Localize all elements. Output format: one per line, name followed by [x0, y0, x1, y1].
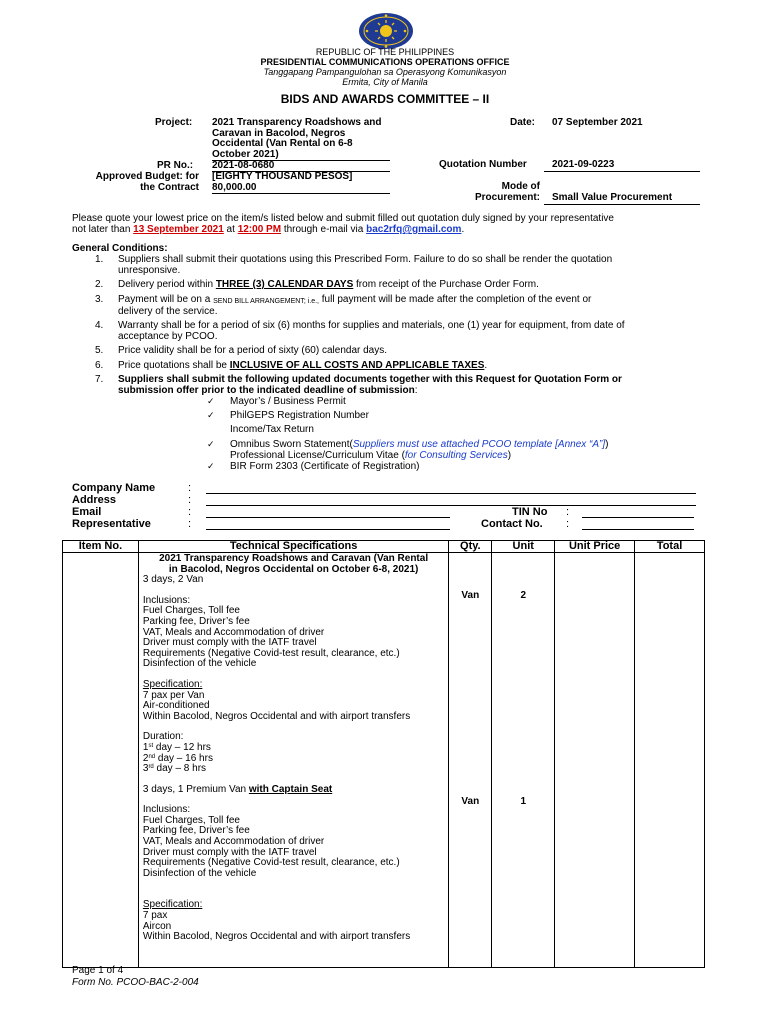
inclusion-item: Parking fee, Driver’s fee	[142, 615, 250, 627]
representative-label: Representative	[72, 518, 151, 530]
condition-7-colon: :	[414, 384, 418, 396]
intro-line-1: Please quote your lowest price on the item/s listed below and submit filled out quotation duly signed by your representative	[72, 213, 614, 224]
inclusions-label: Inclusions:	[142, 804, 191, 816]
duration-day: 3	[142, 763, 149, 775]
column-header: Unit	[492, 541, 555, 553]
item2-desc: 3 days, 1 Premium Van	[142, 783, 249, 795]
deadline-date: 13 September 2021	[133, 224, 224, 235]
budget-words: [EIGHTY THOUSAND PESOS]	[212, 171, 353, 182]
table-header-row	[63, 541, 705, 553]
tin-label: TIN No	[512, 506, 548, 518]
project-line: 2021 Transparency Roadshows and	[212, 117, 382, 128]
company-name-field[interactable]	[206, 493, 696, 494]
budget-label-2: the Contract	[140, 181, 199, 193]
duration-day: 1	[142, 741, 149, 753]
condition-3-cont: full payment will be made after the completion of the event or	[321, 294, 592, 305]
condition-number: 5.	[95, 345, 104, 356]
inclusions-label: Inclusions:	[142, 594, 191, 606]
unit-price-cell[interactable]	[555, 553, 635, 968]
tin-field[interactable]	[582, 517, 694, 518]
inclusion-item: Disinfection of the vehicle	[142, 867, 257, 879]
mode-label: Mode of	[501, 181, 540, 192]
condition-number: 6.	[95, 360, 104, 371]
condition-3: Payment will be on a	[118, 294, 211, 305]
duration-day: 2	[142, 752, 149, 764]
inclusion-item: Requirements (Negative Covid-test result, clearance, etc.)	[142, 647, 400, 659]
specification-label: Specification:	[142, 899, 203, 911]
column-header: Item No.	[63, 541, 139, 553]
document-item: BIR Form 2303 (Certificate of Registration)	[230, 461, 420, 473]
spec-item: Aircon	[142, 920, 172, 932]
specification-label: Specification:	[142, 678, 203, 690]
item-no-cell	[63, 553, 139, 968]
spec-item: 7 pax per Van	[142, 689, 205, 701]
ordinal: st	[148, 742, 154, 749]
condition-6: Price quotations shall be	[118, 360, 230, 371]
condition-6-end: .	[484, 360, 488, 371]
budget-label: Approved Budget: for	[95, 171, 199, 182]
condition-7: Suppliers shall submit the following updated documents together with this Request for Quotation Form or	[118, 374, 622, 385]
checkmark-icon	[207, 461, 230, 472]
duration-hours: day – 16 hrs	[155, 752, 213, 764]
condition-4: Warranty shall be for a period of six (6) months for supplies and materials, one (1) year for equipment, from date of	[118, 320, 625, 331]
email-label: Email	[72, 506, 102, 518]
mode-label-2: Procurement:	[474, 191, 540, 203]
items-table	[62, 540, 705, 968]
pr-value: 2021-08-0680	[212, 160, 275, 171]
condition-2-end: from receipt of the Purchase Order Form.	[353, 279, 539, 290]
table-row	[63, 553, 705, 968]
mode-value: Small Value Procurement	[552, 192, 673, 203]
project-line: Occidental (Van Rental on 6-8	[212, 138, 353, 149]
total-cell[interactable]	[635, 553, 705, 968]
condition-number: 3.	[95, 294, 104, 305]
checkmark-icon	[207, 410, 230, 421]
item1-desc: 3 days, 2 Van	[142, 574, 204, 586]
item1-title-2: in Bacolod, Negros Occidental on October 6-8, 2021)	[168, 563, 419, 575]
date-label: Date:	[510, 117, 536, 128]
inclusion-item: Driver must comply with the IATF travel	[142, 637, 317, 649]
page-title: BIDS AND AWARDS COMMITTEE – II	[280, 92, 490, 106]
document-item: Income/Tax Return	[230, 424, 314, 436]
spec-item: 7 pax	[142, 910, 168, 922]
document-item: Mayor’s / Business Permit	[230, 396, 346, 407]
colon: :	[566, 518, 570, 530]
condition-7-cont: submission offer prior to the indicated deadline of submission	[118, 384, 415, 396]
checkmark-icon	[207, 439, 230, 450]
spec-item: Within Bacolod, Negros Occidental and with airport transfers	[142, 931, 411, 943]
contact-label: Contact No.	[481, 518, 543, 530]
document-item: Omnibus Sworn Statement(	[230, 438, 353, 450]
condition-number: 7.	[95, 374, 104, 385]
item1-qty: Van	[461, 590, 480, 601]
deadline-time: 12:00 PM	[237, 224, 282, 235]
document-item-end: )	[605, 438, 609, 450]
spec-cell	[138, 553, 448, 968]
intro-text: not later than	[72, 224, 134, 235]
inclusion-item: Parking fee, Driver’s fee	[142, 825, 250, 837]
submission-email-link[interactable]: bac2rfq@gmail.com	[366, 224, 462, 235]
condition-5: Price validity shall be for a period of sixty (60) calendar days.	[118, 345, 388, 356]
duration-label: Duration:	[142, 731, 184, 743]
consulting-note: for Consulting Services	[404, 449, 508, 461]
intro-text: at	[223, 224, 238, 235]
inclusion-item: VAT, Meals and Accommodation of driver	[142, 836, 325, 848]
document-item: PhilGEPS Registration Number	[230, 410, 369, 422]
condition-1: Suppliers shall submit their quotations using this Prescribed Form. Failure to do so shall be render the quotation	[118, 254, 613, 265]
ordinal: rd	[148, 764, 154, 771]
quotation-value: 2021-09-0223	[552, 159, 615, 170]
document-item-end: )	[507, 449, 512, 461]
item1-unit: 2	[520, 590, 527, 601]
inclusive-costs: INCLUSIVE OF ALL COSTS AND APPLICABLE TAXES	[229, 360, 485, 371]
contact-field[interactable]	[582, 529, 694, 530]
item1-title: 2021 Transparency Roadshows and Caravan (Van Rental	[159, 553, 429, 564]
spec-item: Within Bacolod, Negros Occidental and with airport transfers	[142, 710, 411, 722]
colon: :	[188, 506, 192, 518]
form-number: Form No. PCOO-BAC-2-004	[72, 977, 199, 988]
inclusion-item: Fuel Charges, Toll fee	[142, 605, 240, 617]
inclusion-item: Fuel Charges, Toll fee	[142, 814, 240, 826]
intro-text: through e-mail via	[281, 224, 367, 235]
page-number: Page 1 of 4	[72, 965, 124, 976]
budget-amount: 80,000.00	[212, 181, 257, 193]
inclusion-item: VAT, Meals and Accommodation of driver	[142, 626, 325, 638]
header-location: Ermita, City of Manila	[342, 77, 428, 87]
ordinal: nd	[148, 753, 156, 760]
quotation-label: Quotation Number	[439, 159, 527, 170]
condition-number: 4.	[95, 320, 104, 331]
checkmark-icon	[207, 396, 230, 407]
condition-2: Delivery period within	[118, 279, 216, 290]
spec-item: Air-conditioned	[142, 700, 210, 712]
header-office: PRESIDENTIAL COMMUNICATIONS OPERATIONS OFFICE	[260, 57, 510, 67]
company-name-label: Company Name	[72, 482, 156, 494]
project-line: October 2021)	[212, 148, 279, 160]
delivery-period: THREE (3) CALENDAR DAYS	[215, 279, 354, 290]
inclusion-item: Disinfection of the vehicle	[142, 658, 257, 670]
pcoo-seal	[358, 12, 414, 50]
duration-item	[143, 764, 444, 775]
column-header: Total	[635, 541, 705, 553]
colon: :	[188, 482, 192, 494]
document-item: Professional License/Curriculum Vitae (	[230, 449, 405, 461]
column-header: Unit Price	[555, 541, 635, 553]
project-line: Caravan in Bacolod, Negros	[212, 127, 346, 139]
column-header: Qty.	[449, 541, 492, 553]
conditions-heading: General Conditions:	[72, 243, 168, 254]
address-label: Address	[72, 494, 117, 506]
item2-qty: Van	[461, 796, 480, 807]
header-office-filipino: Tanggapang Pampangulohan sa Operasyong Komunikasyon	[263, 67, 507, 77]
condition-1-cont: unresponsive.	[118, 264, 181, 276]
send-bill-arrangement: SEND BILL ARRANGEMENT; i.e.,	[213, 298, 319, 305]
inclusion-item: Driver must comply with the IATF travel	[142, 846, 317, 858]
duration-hours: day – 8 hrs	[153, 763, 207, 775]
inclusion-item: Requirements (Negative Covid-test result, clearance, etc.)	[142, 857, 400, 869]
email-field[interactable]	[206, 517, 450, 518]
condition-number: 1.	[95, 254, 104, 265]
header-republic: REPUBLIC OF THE PHILIPPINES	[315, 47, 455, 57]
qty-cell	[449, 553, 492, 968]
item2-unit: 1	[520, 796, 527, 807]
date-value: 07 September 2021	[552, 117, 643, 128]
project-label: Project:	[155, 117, 193, 128]
duration-hours: day – 12 hrs	[153, 741, 211, 753]
condition-3-end: delivery of the service.	[118, 305, 218, 317]
condition-number: 2.	[95, 279, 104, 290]
condition-4-cont: acceptance by PCOO.	[118, 330, 218, 342]
colon: :	[188, 518, 192, 530]
colon: :	[188, 494, 192, 506]
annex-a-note: Suppliers must use attached PCOO template [Annex “A”]	[352, 438, 606, 450]
representative-field[interactable]	[206, 529, 450, 530]
intro-text: .	[461, 224, 465, 235]
pr-label: PR No.:	[157, 160, 194, 171]
colon: :	[566, 506, 570, 518]
unit-cell	[492, 553, 555, 968]
column-header: Technical Specifications	[138, 541, 448, 553]
address-field[interactable]	[206, 505, 696, 506]
captain-seat: with Captain Seat	[248, 783, 333, 795]
